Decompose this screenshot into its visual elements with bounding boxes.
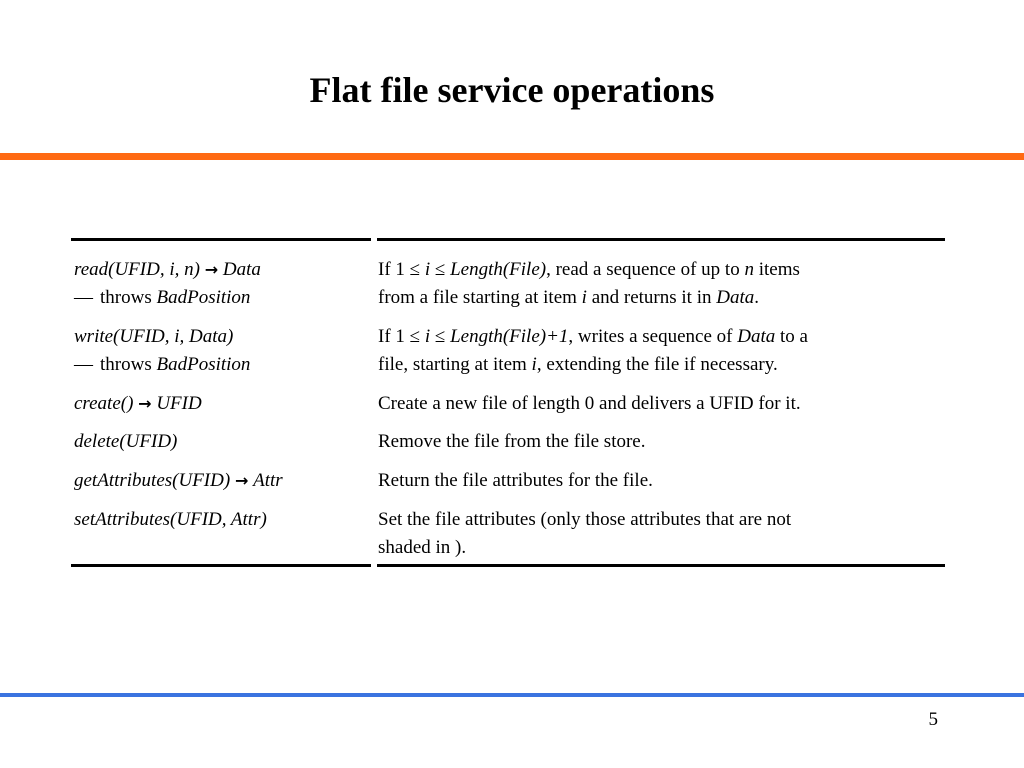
op-delete-signature bbox=[74, 428, 364, 456]
op-read-description bbox=[378, 256, 918, 312]
desc-var: Length(File) bbox=[450, 259, 547, 280]
desc-text: Create a new file of length 0 and delivers a UFID for it. bbox=[378, 393, 801, 414]
table-top-rule-left bbox=[71, 238, 371, 241]
op-return: Attr bbox=[253, 470, 283, 491]
page-number: 5 bbox=[928, 709, 938, 730]
desc-text: from a file starting at item bbox=[378, 287, 582, 308]
op-read-signature bbox=[74, 256, 364, 312]
op-delete-description bbox=[378, 428, 918, 456]
op-name: delete(UFID) bbox=[74, 431, 178, 452]
op-name: read(UFID, i, n) bbox=[74, 259, 200, 280]
op-return: UFID bbox=[156, 393, 202, 414]
desc-var: Data bbox=[716, 287, 755, 308]
desc-text: , read a sequence of up to bbox=[546, 259, 745, 280]
desc-text: Set the file attributes (only those attributes that are not bbox=[378, 509, 792, 530]
desc-text: shaded in ). bbox=[378, 537, 467, 558]
bottom-divider bbox=[0, 693, 1024, 697]
desc-text: If 1 bbox=[378, 326, 410, 347]
desc-symbol: ≤ bbox=[434, 326, 446, 347]
desc-symbol: ≤ bbox=[409, 326, 421, 347]
desc-text: file, starting at item bbox=[378, 354, 532, 375]
desc-text: items bbox=[753, 259, 800, 280]
desc-text: Remove the file from the file store. bbox=[378, 431, 646, 452]
desc-var: i bbox=[424, 259, 431, 280]
desc-text: , writes a sequence of bbox=[568, 326, 738, 347]
exception-name: BadPosition bbox=[156, 287, 251, 308]
desc-text: and returns it in bbox=[586, 287, 717, 308]
op-name: write(UFID, i, Data) bbox=[74, 326, 234, 347]
desc-symbol: ≤ bbox=[409, 259, 421, 280]
table-bottom-rule-left bbox=[71, 564, 371, 567]
op-write-description bbox=[378, 323, 918, 379]
desc-var: i bbox=[581, 287, 587, 308]
desc-var: Length(File)+1 bbox=[450, 326, 569, 347]
table-bottom-rule-right bbox=[377, 564, 945, 567]
desc-var: i bbox=[424, 326, 431, 347]
throws-keyword: throws bbox=[100, 287, 152, 308]
op-getattributes-signature bbox=[74, 467, 364, 495]
right-arrow-icon: → bbox=[138, 394, 152, 413]
op-write-signature bbox=[74, 323, 364, 379]
op-setattributes-signature bbox=[74, 506, 364, 534]
op-name: getAttributes(UFID) bbox=[74, 470, 231, 491]
top-divider bbox=[0, 153, 1024, 160]
table-top-rule-right bbox=[377, 238, 945, 241]
op-setattributes-description bbox=[378, 506, 918, 562]
desc-text: , extending the file if necessary. bbox=[536, 354, 778, 375]
op-create-description bbox=[378, 390, 918, 418]
throws-keyword: throws bbox=[100, 354, 152, 375]
throws-dash: — bbox=[74, 354, 93, 375]
throws-dash: — bbox=[74, 287, 93, 308]
desc-var: Data bbox=[737, 326, 776, 347]
desc-symbol: ≤ bbox=[434, 259, 446, 280]
exception-name: BadPosition bbox=[156, 354, 251, 375]
op-return: Data bbox=[222, 259, 261, 280]
desc-text: Return the file attributes for the file. bbox=[378, 470, 653, 491]
desc-text: . bbox=[754, 287, 759, 308]
op-create-signature bbox=[74, 390, 364, 418]
right-arrow-icon: → bbox=[234, 471, 249, 490]
desc-text: to a bbox=[775, 326, 808, 347]
slide-title: Flat file service operations bbox=[309, 70, 715, 110]
desc-var: i bbox=[531, 354, 537, 375]
op-name: create() bbox=[74, 393, 134, 414]
desc-var: n bbox=[744, 259, 754, 280]
right-arrow-icon: → bbox=[204, 260, 219, 279]
op-getattributes-description bbox=[378, 467, 918, 495]
desc-text: If 1 bbox=[378, 259, 410, 280]
op-name: setAttributes(UFID, Attr) bbox=[74, 509, 267, 530]
